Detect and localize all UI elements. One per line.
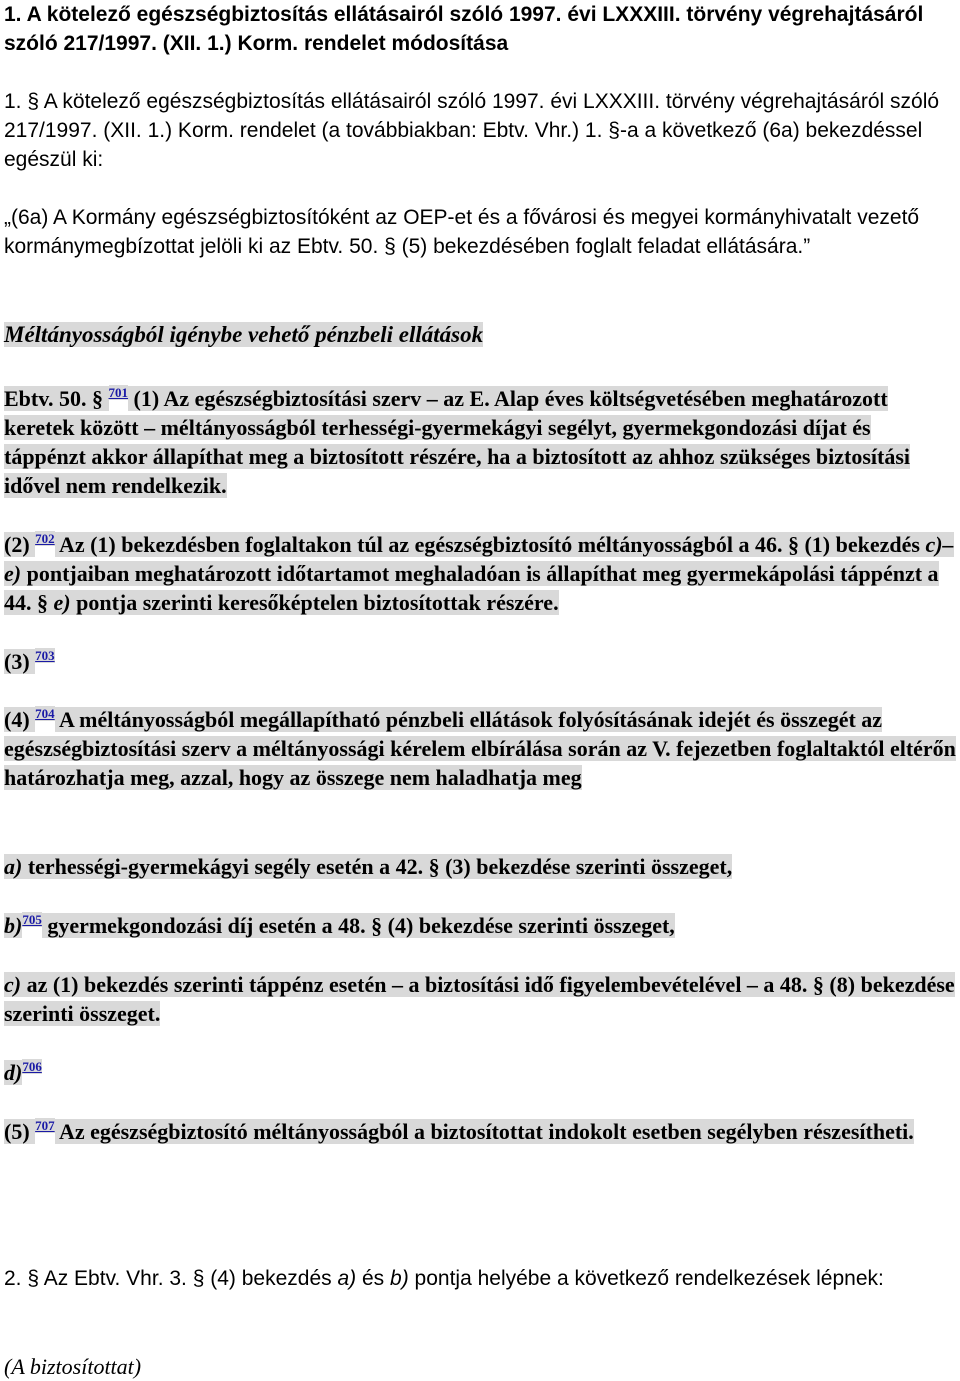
point-d — [4, 1058, 956, 1087]
point-b-label: b) — [4, 913, 23, 938]
amendment-paragraph-2-italic-2: b) — [390, 1267, 409, 1290]
paragraph-4-prefix: (4) — [4, 707, 36, 732]
paragraph-5-prefix: (5) — [4, 1119, 36, 1144]
point-b — [4, 911, 956, 940]
paragraph-3 — [4, 647, 956, 676]
paragraph-2-text-1: Az (1) bekezdésben foglaltakon túl az egészségbiztosító méltányosságból a 46. § (1) bekezdés — [54, 532, 926, 557]
point-c-text: az (1) bekezdés szerinti táppénz esetén – a biztosítási idő figyelembevételével – a 48. § (8) bekezdése szerinti összeget. — [4, 972, 955, 1026]
footnote-link-701[interactable]: 701 — [108, 385, 129, 400]
paragraph-2 — [4, 530, 956, 617]
point-d-label: d) — [4, 1060, 23, 1085]
footnote-link-705[interactable]: 705 — [22, 912, 42, 927]
paragraph-3-prefix: (3) — [4, 649, 36, 674]
heading-1: 1. A kötelező egészségbiztosítás ellátásairól szóló 1997. évi LXXXIII. törvény végrehajtásáról szóló 217/1997. (XII. 1.) Korm. rendelet módosítása — [4, 3, 924, 55]
amendment-paragraph-2 — [4, 1264, 956, 1293]
footnote-link-702[interactable]: 702 — [35, 531, 55, 546]
amendment-paragraph-2-text-1: 2. § Az Ebtv. Vhr. 3. § (4) bekezdés — [4, 1267, 338, 1290]
amendment-quote-6a: „(6a) A Kormány egészségbiztosítóként az OEP-et és a fővárosi és megyei kormányhivatalt vezető kormánymegbízottat jelöli ki az Ebtv. 50. § (5) bekezdésében foglalt feladat ellátására.” — [4, 206, 920, 258]
paragraph-2-italic-2: e) — [53, 590, 71, 615]
paragraph-2-text-3: pontja szerinti keresőképtelen biztosítottak részére. — [70, 590, 559, 615]
paragraph-4 — [4, 705, 956, 792]
paragraph-1-prefix: Ebtv. 50. § — [4, 386, 109, 411]
footnote-link-706[interactable]: 706 — [22, 1059, 42, 1074]
paragraph-2-text-2: pontjaiban meghatározott időtartamot meghaladóan is állapíthat meg gyermekápolási táppénzt a 44. § — [4, 561, 939, 615]
amendment-paragraph-2-italic-1: a) — [337, 1267, 357, 1290]
point-a — [4, 852, 956, 881]
footnote-link-707[interactable]: 707 — [35, 1118, 55, 1133]
paragraph-2-prefix: (2) — [4, 532, 36, 557]
point-b-text: gyermekgondozási díj esetén a 48. § (4) bekezdése szerinti összeget, — [41, 913, 675, 938]
paragraph-5-text: Az egészségbiztosító méltányosságból a biztosítottat indokolt esetben segélyben részesítheti. — [54, 1119, 914, 1144]
point-a-text: terhességi-gyermekágyi segély esetén a 42. § (3) bekezdése szerinti összeget, — [22, 854, 733, 879]
paragraph-1-text: (1) Az egészségbiztosítási szerv – az E. Alap éves költségvetésében meghatározott keretek között – méltányosságból terhességi-gyermekágyi segélyt, gyermekgondozási díjat és táppénzt akkor állapíthat meg a biztosított részére, ha a biztosított az ahhoz szükséges biztosítási idővel nem rendelkezik. — [4, 386, 911, 498]
paragraph-4-text: A méltányosságból megállapítható pénzbeli ellátások folyósításának idejét és összegét az egészségbiztosítási szerv a méltányossági kérelem elbírálása során az V. fejezetben foglaltaktól eltérőn határozhatja meg, azzal, hogy az összege nem haladhatja meg — [4, 707, 956, 790]
amendment-paragraph-1: 1. § A kötelező egészségbiztosítás ellátásairól szóló 1997. évi LXXXIII. törvény végrehajtásáról szóló 217/1997. (XII. 1.) Korm. rendelet (a továbbiakban: Ebtv. Vhr.) 1. §-a a következő (6a) bekezdéssel egészül ki: — [4, 90, 940, 171]
point-c-label: c) — [4, 972, 22, 997]
amendment-paragraph-2-text-3: pontja helyébe a következő rendelkezések lépnek: — [408, 1267, 884, 1290]
amendment-paragraph-2-text-2: és — [356, 1267, 391, 1290]
footnote-link-703[interactable]: 703 — [35, 648, 55, 663]
paragraph-5 — [4, 1117, 956, 1146]
section-title-text: Méltányosságból igénybe vehető pénzbeli ellátások — [4, 322, 484, 347]
closing-italic-line: (A biztosítottat) — [4, 1354, 142, 1379]
point-c — [4, 970, 956, 1028]
section-title — [4, 320, 956, 349]
point-a-label: a) — [4, 854, 23, 879]
paragraph-2-italic-1: c)–e) — [4, 532, 954, 586]
paragraph-1 — [4, 384, 956, 500]
footnote-link-704[interactable]: 704 — [35, 706, 55, 721]
